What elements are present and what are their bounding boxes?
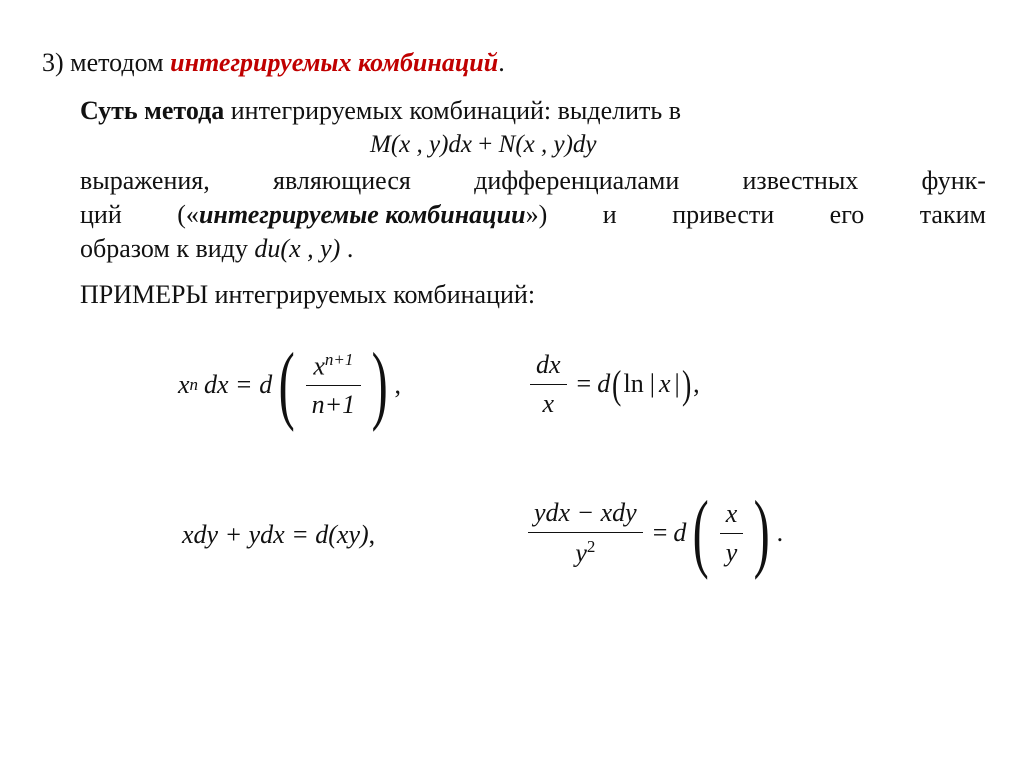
f2-arg: x (659, 369, 671, 398)
word: дифференциалами (474, 166, 680, 195)
heading-lead: методом (70, 48, 164, 77)
essence-bold: Суть метода (80, 96, 225, 125)
line3-du: du (254, 234, 281, 263)
f1-fraction (306, 350, 362, 421)
fraction-bar (528, 532, 643, 533)
f2-bar-right: | (674, 369, 680, 398)
expr-args1: (x , y) (390, 131, 449, 158)
quote-close: ») (525, 200, 548, 229)
f4-dot: . (776, 518, 784, 547)
f1-num-exp: n+1 (324, 349, 354, 369)
left-paren: ( (278, 336, 295, 433)
heading-number: 3) (42, 48, 64, 77)
word: ций (80, 200, 122, 229)
paragraph-line-2 (80, 198, 986, 232)
line3-args: (x , y) (280, 234, 341, 263)
f4-inner-num: x (725, 498, 738, 528)
left-paren: ( (692, 484, 710, 581)
expression (370, 128, 597, 162)
f2-fraction (530, 350, 567, 419)
formula-log (526, 338, 700, 430)
word: известных (742, 166, 859, 195)
f4-inner-den: y (725, 537, 738, 567)
line3-text: образом к виду (80, 234, 248, 263)
f2-eq: = (576, 369, 592, 398)
formula-quotient (524, 482, 783, 584)
word: таким (919, 200, 986, 229)
f2-denominator: x (542, 388, 555, 418)
f1-d: d (259, 370, 273, 399)
f4-numerator: ydx − xdy (534, 497, 637, 527)
f4-inner-fraction (720, 499, 744, 568)
f2-numerator: dx (536, 349, 561, 379)
expr-dx: dx (448, 131, 473, 158)
word: и (602, 200, 617, 229)
word: функ- (921, 166, 986, 195)
heading (42, 46, 505, 80)
essence-rest: интегрируемых комбинаций: выделить в (230, 96, 682, 125)
f1-numerator (307, 350, 359, 382)
f4-fraction (528, 498, 643, 569)
f2-ln: ln (623, 369, 644, 398)
f4-den-y: y (575, 538, 587, 568)
fraction-bar (306, 385, 362, 386)
fraction-bar (530, 384, 567, 385)
essence-line (80, 94, 681, 128)
f1-dx: dx (204, 370, 229, 399)
expr-n: N (498, 131, 516, 158)
expr-m: M (370, 131, 391, 158)
word: его (829, 200, 865, 229)
f1-n: n (189, 375, 199, 394)
paragraph-line-1 (80, 164, 986, 198)
formula-product (182, 520, 375, 550)
expr-plus: + (478, 131, 493, 158)
f2-d: d (597, 369, 611, 398)
f3-comma: , (368, 520, 376, 549)
f2-comma: , (693, 369, 700, 398)
formula-power (178, 330, 401, 440)
f4-eq: = (652, 518, 668, 547)
f4-d: d (673, 518, 687, 547)
expr-args2: (x , y) (515, 131, 573, 158)
paragraph-line-3 (80, 232, 986, 266)
fraction-bar (720, 533, 744, 534)
heading-highlight: интегрируемых комбинаций (170, 48, 499, 77)
right-paren: ) (371, 336, 388, 433)
word: являющиеся (272, 166, 411, 195)
expr-dy: dy (572, 131, 597, 158)
bold-term: интегрируемые комбинации (198, 200, 526, 229)
f4-denominator (569, 537, 601, 569)
f2-bar-left: | (649, 369, 655, 398)
f1-x: x (178, 370, 190, 399)
f1-comma: , (394, 370, 401, 399)
heading-end: . (498, 48, 505, 77)
examples-title: ПРИМЕРЫ интегрируемых комбинаций: (80, 280, 536, 309)
f1-num-x: x (313, 351, 325, 381)
quoted-term (177, 198, 547, 232)
left-paren: ( (612, 361, 622, 407)
f4-den-exp: 2 (586, 536, 596, 556)
paragraph (80, 164, 986, 266)
line3-end: . (346, 234, 354, 263)
quote-open: (« (177, 200, 199, 229)
right-paren: ) (681, 361, 692, 407)
f1-eq: = (236, 370, 252, 399)
f3-text: xdy + ydx = d(xy) (182, 520, 369, 549)
word: выражения, (80, 166, 210, 195)
word: привести (672, 200, 775, 229)
f1-denominator: n+1 (311, 390, 356, 420)
right-paren: ) (753, 484, 770, 581)
